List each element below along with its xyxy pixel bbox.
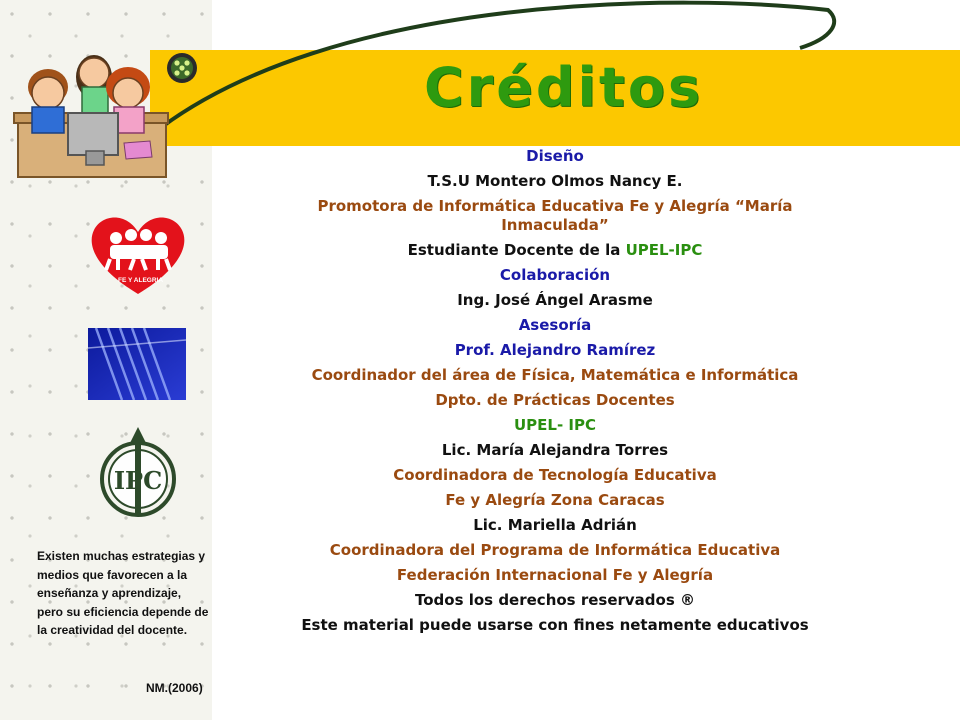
advisor-role: Coordinador del área de Física, Matemática e Informática	[311, 366, 799, 384]
advisor-name: Prof. Alejandro Ramírez	[454, 341, 656, 359]
person4-org: Federación Internacional Fe y Alegría	[396, 566, 714, 584]
person4-name: Lic. Mariella Adrián	[473, 516, 637, 534]
signature: NM.(2006)	[146, 681, 203, 695]
ipc-seal-logo	[90, 425, 186, 521]
advisory-heading: Asesoría	[518, 316, 592, 334]
person3-role: Coordinadora de Tecnología Educativa	[393, 466, 717, 484]
author-name: T.S.U Montero Olmos Nancy E.	[427, 172, 683, 190]
rights-notice: Todos los derechos reservados ®	[414, 591, 695, 609]
collaborator-name: Ing. José Ángel Arasme	[457, 291, 653, 309]
ipc-logo-text: IPC	[113, 466, 163, 495]
person3-name: Lic. María Alejandra Torres	[441, 441, 669, 459]
fe-y-alegria-logo-text: FE Y ALEGRIA	[118, 277, 164, 284]
advisor-dept: Dpto. de Prácticas Docentes	[435, 391, 675, 409]
student-line	[282, 239, 828, 264]
fe-y-alegria-heart-logo	[88, 212, 188, 298]
blue-striped-logo	[88, 328, 186, 400]
design-heading: Diseño	[526, 147, 584, 165]
collaboration-heading: Colaboración	[499, 266, 611, 284]
sidebar-note: Existen muchas estrategias y medios que favorecen a la enseñanza y aprendizaje, pero su eficiencia depende de la creatividad del docente.	[37, 549, 209, 637]
person3-org: Fe y Alegría Zona Caracas	[445, 491, 665, 509]
person4-role: Coordinadora del Programa de Informática Educativa	[329, 541, 781, 559]
student-prefix: Estudiante Docente de la	[407, 241, 626, 259]
page-title: Créditos	[424, 56, 704, 119]
usage-notice: Este material puede usarse con fines netamente educativos	[301, 616, 809, 634]
children-computer-illustration	[10, 25, 170, 185]
advisor-org: UPEL- IPC	[513, 416, 596, 434]
author-role: Promotora de Informática Educativa Fe y Alegría “María Inmaculada”	[317, 197, 793, 234]
credits-list	[282, 145, 828, 639]
student-org: UPEL-IPC	[625, 241, 703, 259]
